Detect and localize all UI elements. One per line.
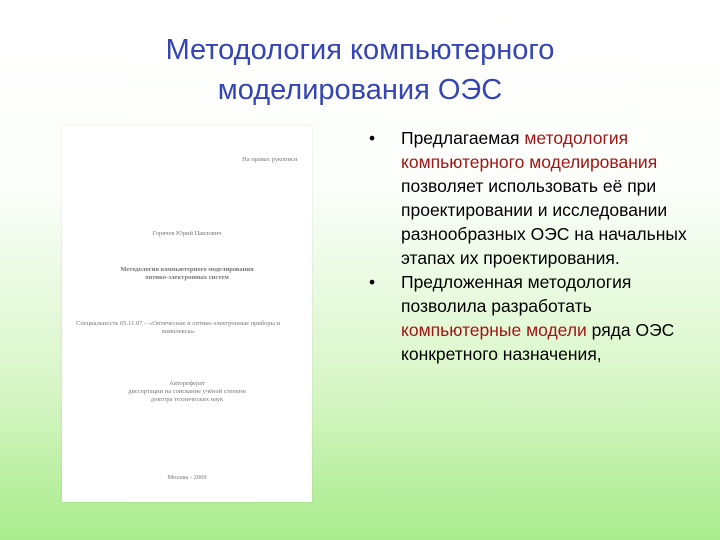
doc-abstract-line-1: Автореферат bbox=[169, 380, 205, 387]
doc-specialty-line-1: Специальность 05.11.07 – «Оптические и оптико-электронные приборы и bbox=[76, 320, 281, 327]
bullet-1-highlight: методология компьютерного моделирования bbox=[401, 128, 658, 172]
slide-title-line-1: Методология компьютерного bbox=[165, 34, 555, 66]
doc-title-line-2: оптико-электронных систем bbox=[145, 274, 229, 281]
doc-abstract-line-2: диссертации на соискание учёной степени bbox=[128, 388, 246, 395]
bullet-2-highlight: компьютерные модели bbox=[401, 320, 587, 340]
bullet-1-text: Предлагаемая bbox=[401, 128, 525, 148]
doc-header: На правах рукописи bbox=[242, 156, 298, 163]
slide-title-line-2: моделирования ОЭС bbox=[217, 74, 503, 106]
doc-city-year: Москва - 2009 bbox=[167, 474, 207, 481]
slide-title bbox=[0, 30, 720, 110]
doc-abstract bbox=[62, 380, 312, 404]
document-cover-image bbox=[62, 126, 312, 502]
bullet-marker: • bbox=[369, 272, 376, 292]
bullet-2-text-cont: ряда ОЭС конкретного назначения, bbox=[401, 320, 675, 364]
doc-specialty-line-2: комплексы» bbox=[162, 328, 196, 335]
bullet-1-text-cont: позволяет использовать её при проектировании и исследовании разнообразных ОЭС на начальных этапах их проектирования. bbox=[401, 176, 687, 268]
bullet-list bbox=[365, 126, 710, 366]
bullet-item-2 bbox=[365, 270, 710, 366]
bullet-item-1 bbox=[365, 126, 710, 270]
bullet-2-text: Предложенная методология позволила разработать bbox=[401, 272, 632, 316]
bullet-marker: • bbox=[369, 128, 376, 148]
doc-title bbox=[62, 266, 312, 282]
doc-title-line-1: Методология компьютерного моделирования bbox=[120, 266, 254, 273]
doc-abstract-line-3: доктора технических наук bbox=[150, 396, 224, 403]
doc-author: Горячев Юрий Павлович bbox=[152, 230, 222, 237]
doc-specialty bbox=[76, 320, 280, 336]
